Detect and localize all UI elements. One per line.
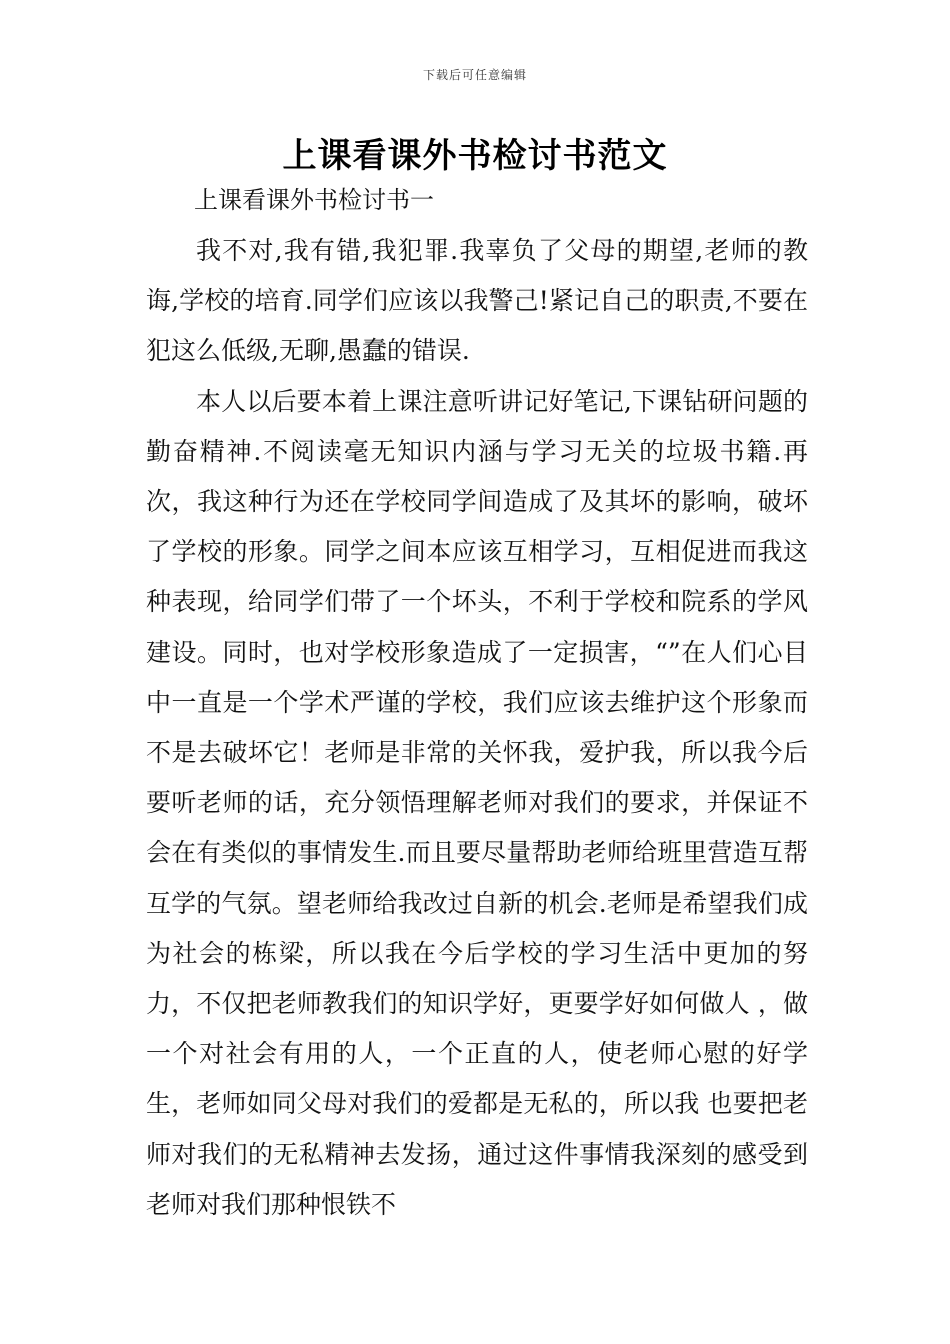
page-title: 上课看课外书检讨书范文 xyxy=(282,136,668,176)
paragraph: 本人以后要本着上课注意听讲记好笔记,下课钻研问题的勤奋精神.不阅读毫无知识内涵与学习无关的垃圾书籍.再次，我这种行为还在学校同学间造成了及其坏的影响，破坏了学校的形象。同学之间本应该互相学习，互相促进而我这种表现，给同学们带了一个坏头，不利于学校和院系的学风建设。同时，也对学校形象造成了一定损害，“”在人们心目中一直是一个学术严谨的学校，我们应该去维护这个形象而不是去破坏它！老师是非常的关怀我，爱护我，所以我今后要听老师的话，充分领悟理解老师对我们的要求，并保证不会在有类似的事情发生.而且要尽量帮助老师给班里营造互帮互学的气氛。望老师给我改过自新的机会.老师是希望我们成为社会的栋梁，所以我在今后学校的学习生活中更加的努力，不仅把老师教我们的知识学好，更要学好如何做人 ，做一个对社会有用的人，一个正直的人，使老师心慰的好学生，老师如同父母对我们的爱都是无私的，所以我 也要把老师对我们的无私精神去发扬，通过这件事情我深刻的感受到老师对我们那种恨铁不 xyxy=(146,386,808,1219)
header-note: 下载后可任意编辑 xyxy=(422,68,527,82)
body-text xyxy=(146,226,808,1230)
paragraph: 我不对,我有错,我犯罪.我辜负了父母的期望,老师的教诲,学校的培育.同学们应该以我警己!紧记自己的职责,不要在犯这么低级,无聊,愚蠢的错误. xyxy=(146,236,808,366)
section-subtitle: 上课看课外书检讨书一 xyxy=(194,186,434,214)
